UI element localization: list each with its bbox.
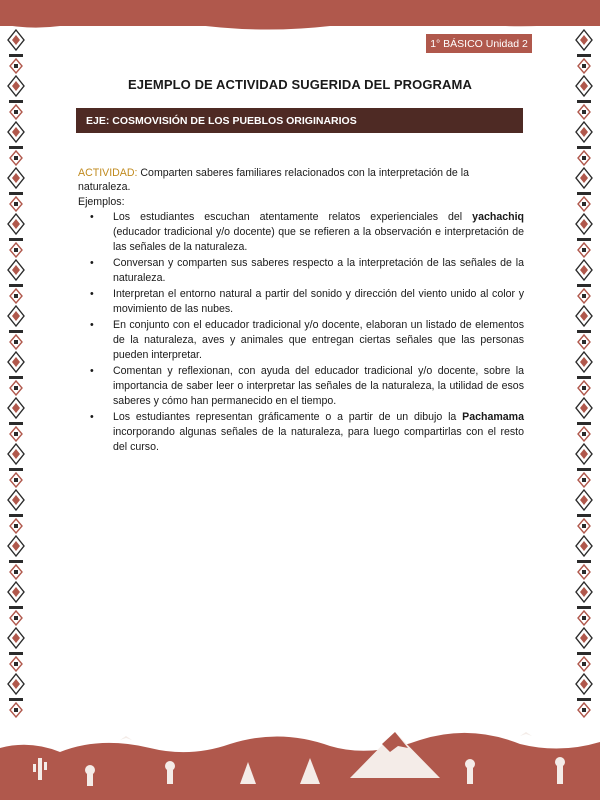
bullet-icon: • xyxy=(90,288,94,300)
page-title: EJEMPLO DE ACTIVIDAD SUGERIDA DEL PROGRAMA xyxy=(128,77,472,92)
bullet-icon: • xyxy=(90,411,94,423)
examples-label: Ejemplos: xyxy=(78,196,125,208)
bullet-icon: • xyxy=(90,211,94,223)
list-item: • Interpretan el entorno natural a partir del sonido y dirección del viento unido al color y movimiento de las nubes. xyxy=(90,288,524,315)
bullet-icon: • xyxy=(90,319,94,331)
list-item: • En conjunto con el educador tradicional y/o docente, elaboran un listado de elementos de la naturaleza, aves y animales que entregan ciertas señales que las personas pueden interpretar. xyxy=(90,319,524,361)
right-pattern-border xyxy=(574,28,594,718)
bullet-icon: • xyxy=(90,365,94,377)
list-item: • Los estudiantes escuchan atentamente relatos experienciales del yachachiq (educador tradicional y/o docente) que se refieren a la observación e interpretación de las señales de la naturaleza. xyxy=(90,211,524,253)
list-item: • Los estudiantes representan gráficamente o a partir de un dibujo la Pachamama incorporando algunas señales de la naturaleza, para luego compartirlas con el resto del curso. xyxy=(90,411,524,453)
list-item: • Conversan y comparten sus saberes respecto a la interpretación de las señales de la naturaleza. xyxy=(90,257,524,284)
examples-list xyxy=(78,210,524,456)
top-decorative-band xyxy=(0,0,600,26)
activity-text: Comparten saberes familiares relacionados con la interpretación de la naturaleza. xyxy=(78,167,469,193)
footer-landscape-illustration xyxy=(0,718,600,800)
band-wave-edge xyxy=(0,16,600,36)
left-pattern-border xyxy=(6,28,26,718)
activity-label: ACTIVIDAD: xyxy=(78,167,138,179)
bullet-icon: • xyxy=(90,257,94,269)
list-item: • Comentan y reflexionan, con ayuda del educador tradicional y/o docente, sobre la importancia de saber leer o interpretar las señales de la naturaleza, la utilidad de esos saberes y cómo han permanecido en el tiempo. xyxy=(90,365,524,407)
activity-statement xyxy=(78,166,523,194)
grade-unit-badge: 1° BÁSICO Unidad 2 xyxy=(426,34,532,53)
axis-heading-bar: EJE: COSMOVISIÓN DE LOS PUEBLOS ORIGINARIOS xyxy=(76,108,523,133)
